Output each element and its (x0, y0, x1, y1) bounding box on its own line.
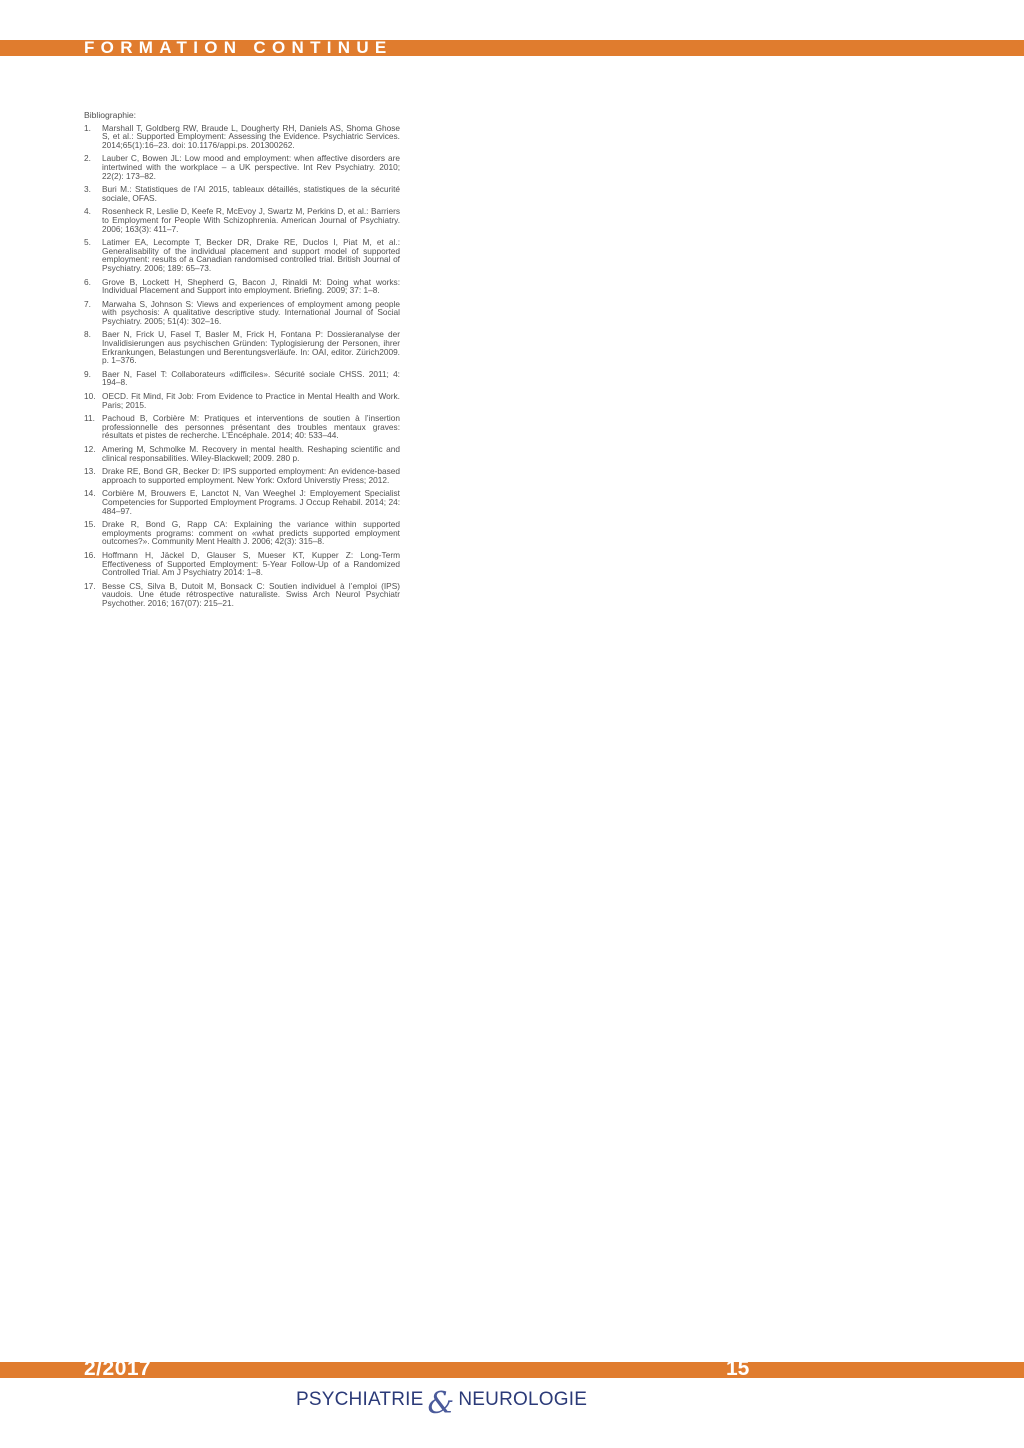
reference-number: 6. (84, 276, 91, 287)
reference-item (84, 124, 400, 150)
reference-number: 5. (84, 237, 91, 248)
reference-number: 2. (84, 153, 91, 164)
reference-text: Buri M.: Statistiques de l’AI 2015, tableaux détaillés, statistiques de la sécurité sociale, OFAS. (102, 184, 400, 203)
reference-number: 7. (84, 298, 91, 309)
reference-text: Lauber C, Bowen JL: Low mood and employment: when affective disorders are intertwined with the workplace – a UK perspective. Int Rev Psychiatry. 2010; 22(2): 173–82. (102, 153, 400, 181)
reference-item (84, 582, 400, 608)
reference-number: 11. (84, 413, 95, 424)
reference-number: 1. (84, 122, 91, 133)
reference-item (84, 520, 400, 546)
reference-item (84, 489, 400, 515)
reference-text: Baer N, Frick U, Fasel T, Basler M, Frick H, Fontana P: Dossieranalyse der Invalidisierungen aus psychischen Gründen: Typlogisierung der Personen, ihrer Erkrankungen, Belastungen und Berentungsverläufe. In: OAI, editor. Zürich2009. p. 1–376. (102, 329, 400, 366)
reference-number: 4. (84, 206, 91, 217)
journal-name-part2: NEUROLOGIE (458, 1389, 588, 1410)
footer-band (0, 1362, 1024, 1378)
section-title: FORMATION CONTINUE (84, 38, 393, 57)
reference-item (84, 330, 400, 364)
journal-logo (296, 1380, 588, 1421)
reference-text: Latimer EA, Lecompte T, Becker DR, Drake RE, Duclos I, Piat M, et al.: Generalisability of the individual placement and support model of supported employment: results of a Canadian randomised controlled trial. British Journal of Psychiatry. 2006; 189: 65–73. (102, 237, 400, 273)
reference-number: 16. (84, 549, 96, 560)
ampersand-icon: & (427, 1385, 455, 1421)
bibliography (84, 111, 400, 613)
reference-item (84, 154, 400, 180)
reference-item (84, 370, 400, 387)
reference-number: 13. (84, 466, 96, 477)
issue-number: 2/2017 (84, 1357, 152, 1380)
reference-number: 3. (84, 184, 91, 195)
reference-text: Grove B, Lockett H, Shepherd G, Bacon J, Rinaldi M: Doing what works: Individual Placement and Support into employment. Briefing. 2009; 37: 1–8. (102, 276, 400, 296)
reference-text: Amering M, Schmolke M. Recovery in mental health. Reshaping scientific and clinical responsabilities. Wiley-Blackwell; 2009. 280 p. (102, 444, 400, 463)
reference-text: Marwaha S, Johnson S: Views and experiences of employment among people with psychosis: A qualitative descriptive study. International Journal of Social Psychiatry. 2005; 51(4): 302–16. (102, 298, 400, 326)
reference-number: 12. (84, 444, 96, 454)
reference-number: 10. (84, 391, 96, 402)
reference-text: Drake R, Bond G, Rapp CA: Explaining the variance within supported employments programs: comment on «what predicts supported employment outcomes?». Community Ment Health J. 2006; 42(3): 315–8. (102, 519, 400, 547)
reference-text: Drake RE, Bond GR, Becker D: IPS supported employment: An evidence-based approach to supported employment. New York: Oxford Universtiy Press; 2012. (102, 466, 400, 485)
reference-text: Besse CS, Silva B, Dutoit M, Bonsack C: Soutien individuel à l’emploi (IPS) vaudois. Une étude rétrospective naturaliste. Swiss Arch Neurol Psychiatr Psychother. 2016; 167(07): 215–21. (102, 580, 400, 608)
reference-number: 15. (84, 519, 96, 530)
reference-item (84, 551, 400, 577)
reference-item (84, 278, 400, 295)
reference-number: 14. (84, 488, 96, 499)
reference-item (84, 185, 400, 202)
reference-list (84, 124, 400, 608)
reference-number: 17. (84, 580, 96, 591)
reference-number: 8. (84, 329, 91, 340)
reference-text: Rosenheck R, Leslie D, Keefe R, McEvoy J, Swartz M, Perkins D, et al.: Barriers to Employment for People With Schizophrenia. American Journal of Psychiatry. 2006; 163(3): 411–7. (102, 206, 400, 234)
reference-text: Baer N, Fasel T: Collaborateurs «difficiles». Sécurité sociale CHSS. 2011; 4: 194–8. (102, 368, 400, 388)
bibliography-heading: Bibliographie: (84, 110, 137, 120)
reference-text: Corbière M, Brouwers E, Lanctot N, Van Weeghel J: Employement Specialist Competencies for Supported Employment Programs. J Occup Rehabil. 2014; 24: 484–97. (102, 488, 400, 516)
reference-item (84, 207, 400, 233)
reference-item (84, 445, 400, 462)
reference-text: OECD. Fit Mind, Fit Job: From Evidence to Practice in Mental Health and Work. Paris; 2015. (102, 391, 400, 410)
journal-name-part1: PSYCHIATRIE (296, 1389, 424, 1410)
reference-text: Marshall T, Goldberg RW, Braude L, Dougherty RH, Daniels AS, Shoma Ghose S, et al.: Supported Employment: Assessing the Evidence. Psychiatric Services. 2014;65(1):16–23. doi: 10.1176/appi.ps. 201300262. (102, 122, 400, 150)
reference-number: 9. (84, 368, 91, 379)
page-number: 15 (726, 1357, 750, 1380)
reference-item (84, 414, 400, 440)
reference-text: Hoffmann H, Jäckel D, Glauser S, Mueser KT, Kupper Z: Long-Term Effectiveness of Supported Employment: 5-Year Follow-Up of a Randomized Controlled Trial. Am J Psychiatry 2014: 1–8. (102, 549, 400, 578)
reference-item (84, 392, 400, 409)
reference-item (84, 467, 400, 484)
reference-item (84, 238, 400, 272)
reference-item (84, 300, 400, 326)
reference-text: Pachoud B, Corbière M: Pratiques et interventions de soutien à l’insertion professionnelle des personnes présentant des troubles mentaux graves: résultats et pistes de recherche. L’Encéphale. 2014; 40: 533–44. (102, 413, 400, 441)
